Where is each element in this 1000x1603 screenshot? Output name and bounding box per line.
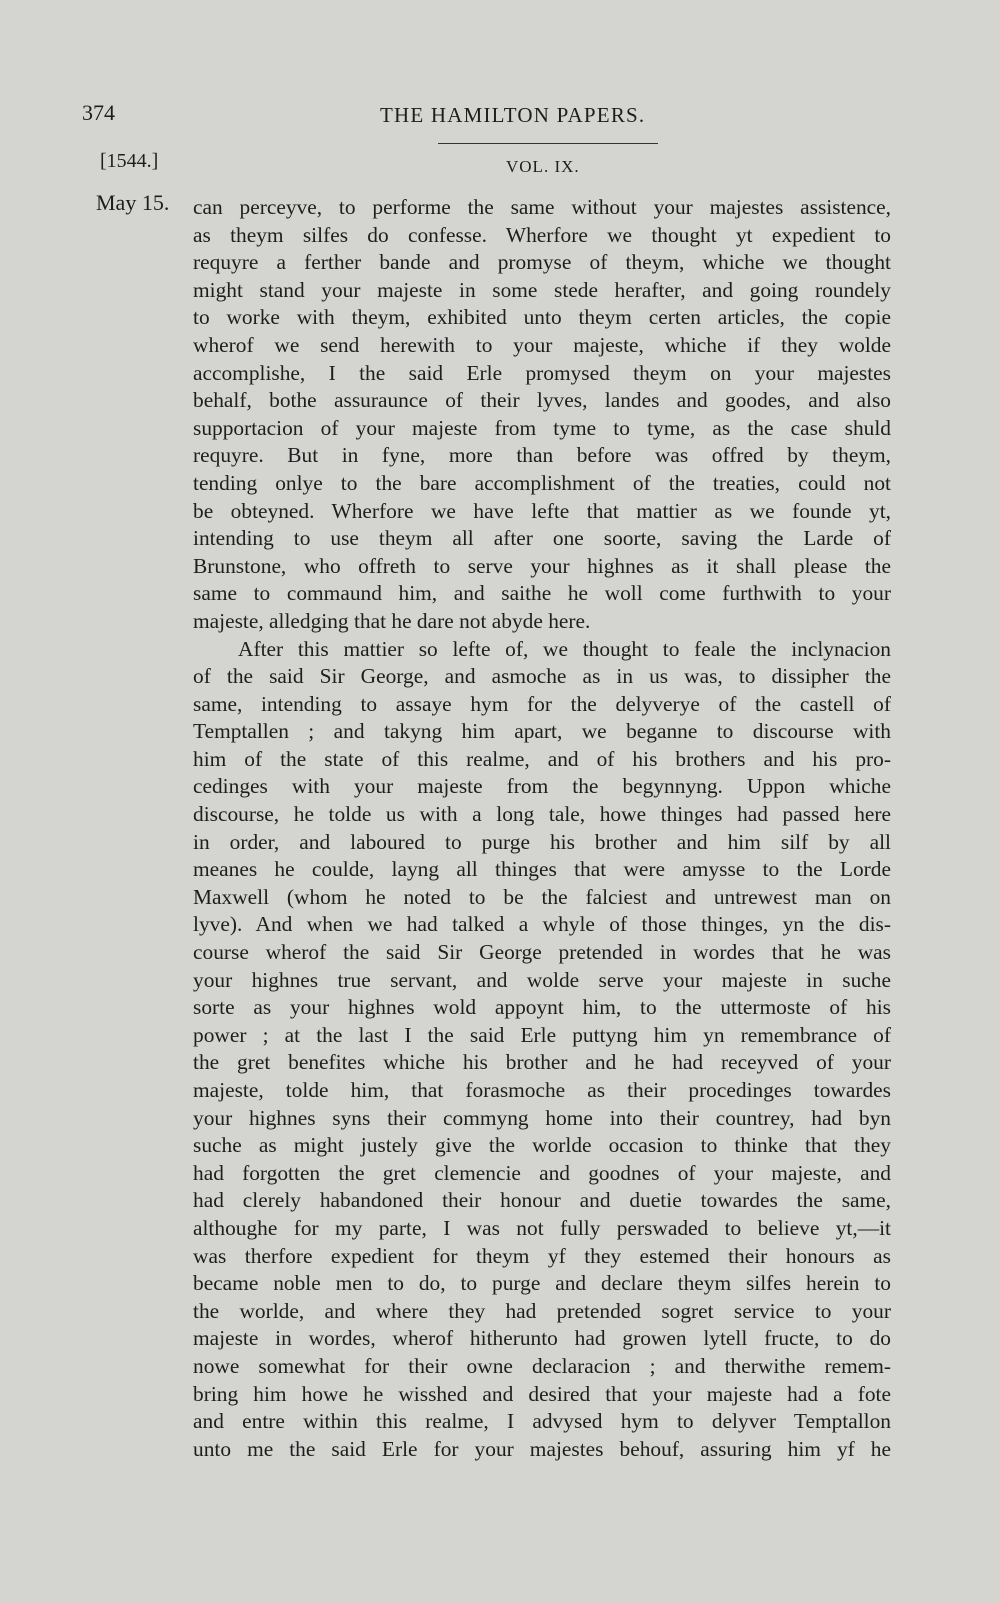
text-line: majeste, alledging that he dare not abyde here. [193,608,591,633]
text-line: same, intending to assaye hym for the delyverye of the castell of [193,691,891,716]
text-line: had clerely habandoned their honour and duetie towardes the same, [193,1188,891,1213]
text-line: your highnes true servant, and wolde serve your majeste in suche [193,967,891,992]
text-line: him of the state of this realme, and of his brothers and his pro- [193,746,891,771]
text-line: requyre. But in fyne, more than before was offred by theym, [193,443,891,468]
text-line: tending onlye to the bare accomplishment of the treaties, could not [193,470,891,495]
text-line: behalf, bothe assuraunce of their lyves, landes and goodes, and also [193,388,891,413]
text-line: After this mattier so lefte of, we thought to feale the inclynacion [238,636,891,661]
text-line: cedinges with your majeste from the begynnyng. Uppon whiche [193,774,891,799]
text-line: majeste, tolde him, that forasmoche as their procedinges towardes [193,1078,891,1102]
text-line: same to commaund him, and saithe he woll come furthwith to your [193,581,891,606]
margin-date: May 15. [96,190,170,215]
text-line: lyve). And when we had talked a whyle of those thinges, yn the dis- [193,912,891,937]
text-line: the worlde, and where they had pretended sogret service to your [193,1298,891,1323]
text-line: unto me the said Erle for your majestes behouf, assuring him yf he [193,1436,891,1461]
text-line: the gret benefites whiche his brother and he had receyved of your [193,1050,891,1075]
text-line: Temptallen ; and takyng him apart, we beganne to discourse with [193,719,891,744]
text-line: majeste in wordes, wherof hitherunto had growen lytell fructe, to do [193,1326,891,1351]
text-line: nowe somewhat for their owne declaracion ; and therwithe remem- [193,1353,891,1378]
text-line: in order, and laboured to purge his brother and him silf by all [193,829,891,854]
text-line: can perceyve, to performe the same without your majestes assistence, [193,195,891,219]
text-line: wherof we send herewith to your majeste, whiche if they wolde [193,332,891,357]
page-number: 374 [82,100,115,125]
text-line: your highnes syns their commyng home into their countrey, had byn [193,1105,891,1130]
text-line: sorte as your highnes wold appoynt him, to the uttermoste of his [193,995,891,1020]
text-line: power ; at the last I the said Erle puttyng him yn remembrance of [193,1022,891,1047]
text-line: became noble men to do, to purge and declare theym silfes herein to [193,1271,891,1296]
running-title: THE HAMILTON PAPERS. [380,103,646,127]
body-text [193,194,891,1463]
text-line: accomplishe, I the said Erle promysed theym on your majestes [193,360,891,385]
year-marker: [1544.] [100,150,159,172]
text-line: as theym silfes do confesse. Wherfore we thought yt expedient to [193,222,891,247]
text-line: be obteyned. Wherfore we have lefte that mattier as we founde yt, [193,498,891,523]
text-line: althoughe for my parte, I was not fully perswaded to believe yt,—it [193,1215,891,1240]
text-line: course wherof the said Sir George pretended in wordes that he was [193,940,891,965]
text-line: Maxwell (whom he noted to be the falciest and untrewest man on [193,884,891,909]
text-line: to worke with theym, exhibited unto theym certen articles, the copie [193,305,891,330]
text-line: discourse, he tolde us with a long tale, howe thinges had passed here [193,802,891,827]
text-line: was therfore expedient for theym yf they estemed their honours as [193,1243,891,1268]
text-line: bring him howe he wisshed and desired that your majeste had a fote [193,1381,891,1406]
text-line: meanes he coulde, layng all thinges that were amysse to the Lorde [193,857,891,882]
text-line: and entre within this realme, I advysed hym to delyver Temptallon [193,1409,891,1434]
header-rule [438,143,658,144]
text-line: intending to use theym all after one soorte, saving the Larde of [193,526,891,551]
text-line: suche as might justely give the worlde occasion to thinke that they [193,1133,891,1158]
text-line: Brunstone, who offreth to serve your highnes as it shall please the [193,553,891,578]
text-line: supportacion of your majeste from tyme to tyme, as the case shuld [193,415,891,440]
text-line: might stand your majeste in some stede herafter, and going roundely [193,277,891,302]
text-line: of the said Sir George, and asmoche as in us was, to dissipher the [193,664,891,689]
text-line: requyre a ferther bande and promyse of theym, whiche we thought [193,250,891,275]
volume-label: VOL. IX. [506,157,580,176]
text-line: had forgotten the gret clemencie and goodnes of your majeste, and [193,1160,891,1185]
